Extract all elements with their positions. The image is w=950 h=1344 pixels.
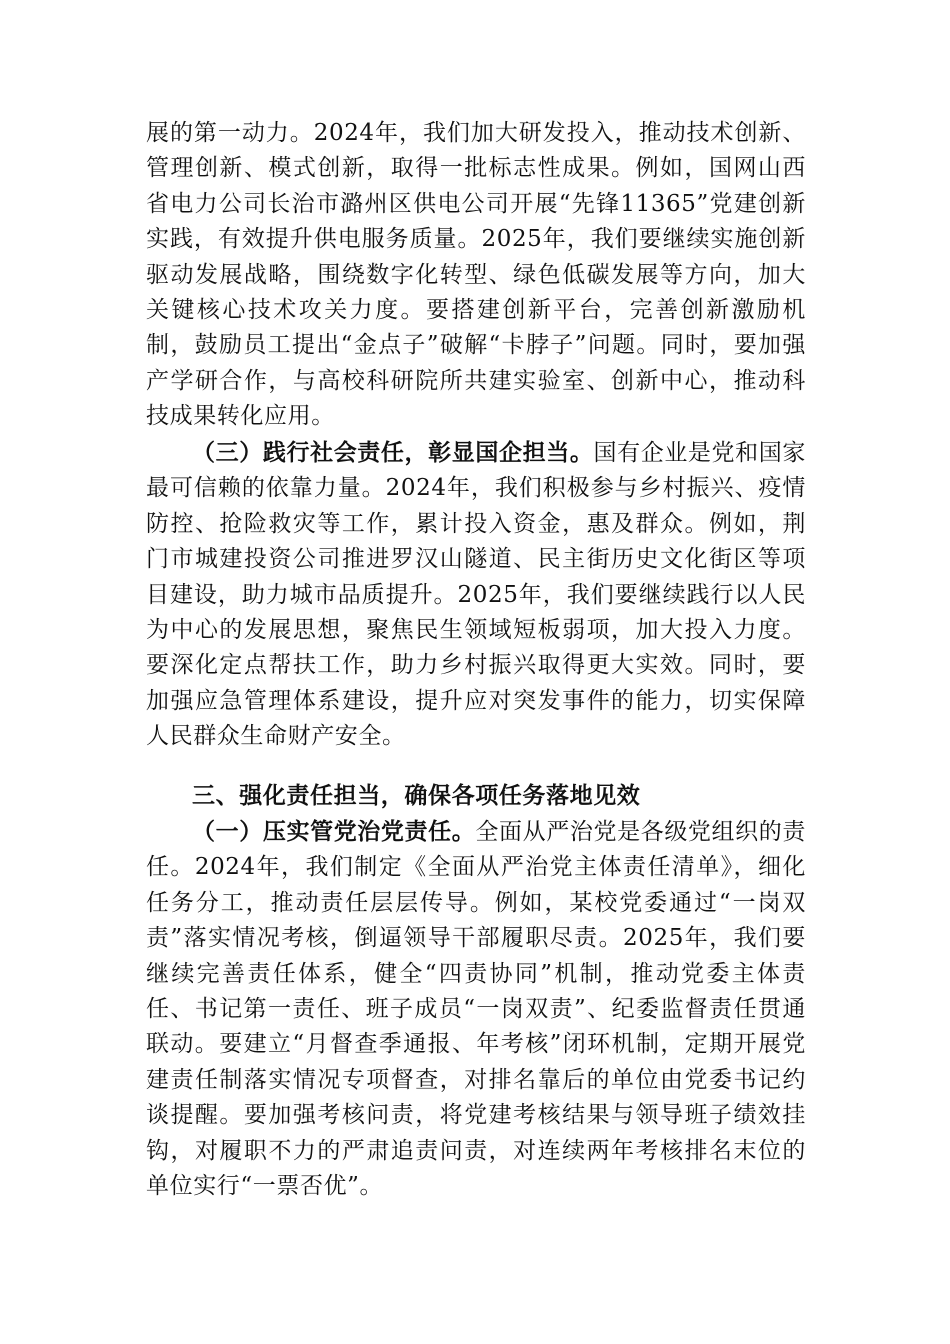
paragraph-body [146,814,806,1204]
paragraph-social-responsibility [146,435,806,755]
paragraph-lead: （三）践行社会责任，彰显国企担当。 [192,439,594,466]
paragraph-text: 国有企业是党和国家最可信赖的依靠力量。2024年，我们积极参与乡村振兴、疫情防控、抢险救灾等工作，累计投入资金，惠及群众。例如，荆门市城建投资公司推进罗汉山隧道、民主街历史文化街区等项目建设，助力城市品质提升。2025年，我们要继续践行以人民为中心的发展思想，聚焦民生领域短板弱项，加大投入力度。要深化定点帮扶工作，助力乡村振兴取得更大实效。同时，要加强应急管理体系建设，提升应对突发事件的能力，切实保障人民群众生命财产安全。 [146,440,806,750]
paragraph-lead: （一）压实管党治党责任。 [192,818,476,845]
section-heading: 三、强化责任担当，确保各项任务落地见效 [192,783,641,809]
paragraph-innovation [146,116,806,435]
paragraph-text: 展的第一动力。2024年，我们加大研发投入，推动技术创新、管理创新、模式创新，取得一批标志性成果。例如，国网山西省电力公司长治市潞州区供电公司开展“先锋11365”党建创新实践，有效提升供电服务质量。2025年，我们要继续实施创新驱动发展战略，围绕数字化转型、绿色低碳发展等方向，加大关键核心技术攻关力度。要搭建创新平台，完善创新激励机制，鼓励员工提出“金点子”破解“卡脖子”问题。同时，要加强产学研合作，与高校科研院所共建实验室、创新中心，推动科技成果转化应用。 [146,120,806,430]
paragraph-body [146,435,806,755]
paragraph-text: 全面从严治党是各级党组织的责任。2024年，我们制定《全面从严治党主体责任清单》，细化任务分工，推动责任层层传导。例如，某校党委通过“一岗双责”落实情况考核，倒逼领导干部履职尽责。2025年，我们要继续完善责任体系，健全“四责协同”机制，推动党委主体责任、书记第一责任、班子成员“一岗双责”、纪委监督责任贯通联动。要建立“月督查季通报、年考核”闭环机制，定期开展党建责任制落实情况专项督查，对排名靠后的单位由党委书记约谈提醒。要加强考核问责，将党建考核结果与领导班子绩效挂钩，对履职不力的严肃追责问责，对连续两年考核排名末位的单位实行“一票否优”。 [146,819,806,1200]
paragraph-party-responsibility [146,814,806,1204]
